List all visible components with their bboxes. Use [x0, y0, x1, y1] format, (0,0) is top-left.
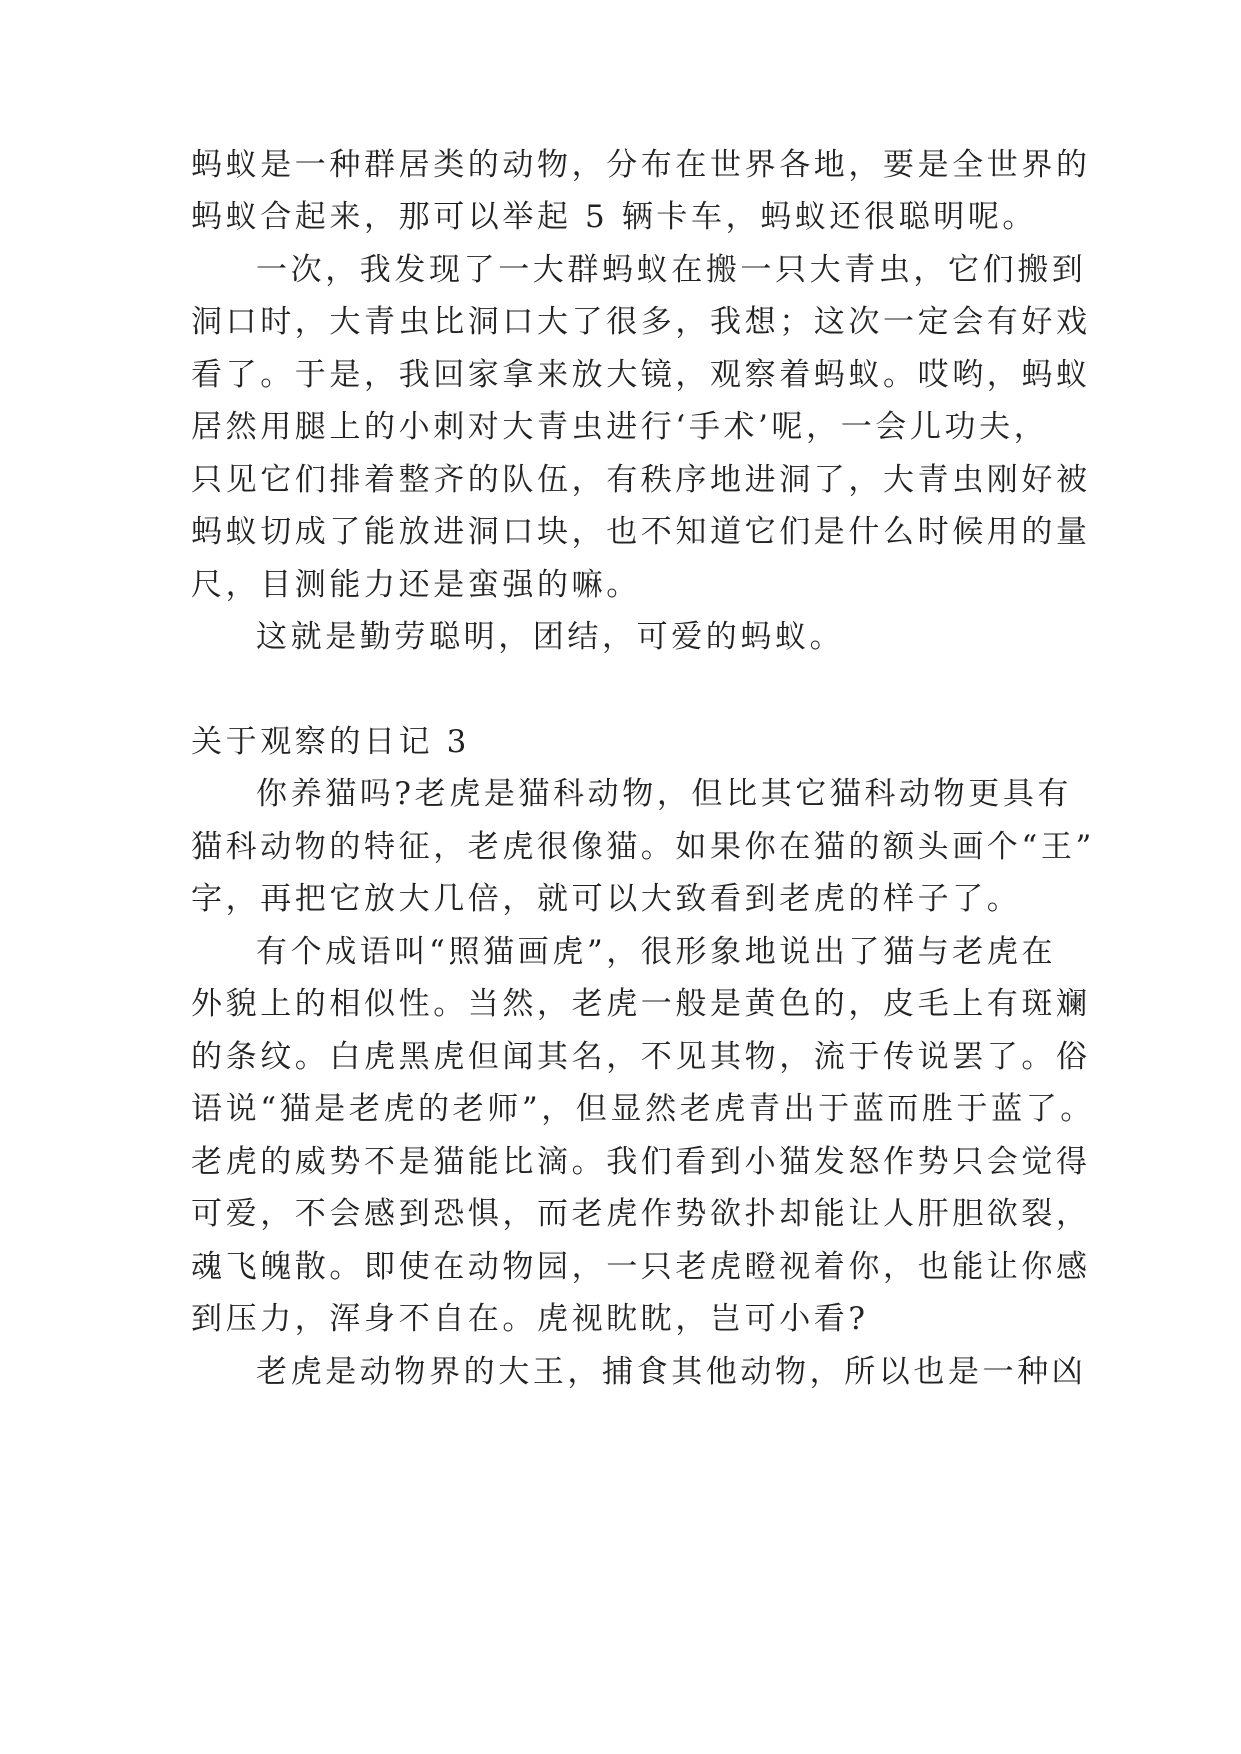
paragraph-line: 洞口时，大青虫比洞口大了很多，我想；这次一定会有好戏: [191, 304, 1091, 340]
paragraph-line: 蚂蚁是一种群居类的动物，分布在世界各地，要是全世界的: [191, 147, 1091, 183]
paragraph-line: 蚂蚁合起来，那可以举起 5 辆卡车，蚂蚁还很聪明呢。: [191, 199, 1038, 235]
paragraph-line: 尺，目测能力还是蛮强的嘛。: [191, 567, 641, 603]
paragraph-line: 的条纹。白虎黑虎但闻其名，不见其物，流于传说罢了。俗: [191, 1039, 1091, 1075]
paragraph-line: 老虎是动物界的大王，捕食其他动物，所以也是一种凶: [256, 1354, 1087, 1390]
paragraph-line: 看了。于是，我回家拿来放大镜，观察着蚂蚁。哎哟，蚂蚁: [191, 357, 1091, 393]
paragraph-line: 魂飞魄散。即使在动物园，一只老虎瞪视着你，也能让你感: [191, 1249, 1091, 1285]
paragraph-line: 老虎的威势不是猫能比滴。我们看到小猫发怒作势只会觉得: [191, 1144, 1091, 1180]
paragraph-line: 语说“猫是老虎的老师”，但显然老虎青出于蓝而胜于蓝了。: [191, 1091, 1095, 1127]
paragraph-line: 你养猫吗?老虎是猫科动物，但比其它猫科动物更具有: [256, 776, 1073, 812]
paragraph-line: 外貌上的相似性。当然，老虎一般是黄色的，皮毛上有斑斓: [191, 986, 1091, 1022]
paragraph-line: 有个成语叫“照猫画虎”，很形象地说出了猫与老虎在: [256, 934, 1057, 970]
paragraph-line: 一次，我发现了一大群蚂蚁在搬一只大青虫，它们搬到: [256, 252, 1087, 288]
paragraph-line: 可爱，不会感到恐惧，而老虎作势欲扑却能让人肝胆欲裂，: [191, 1196, 1091, 1232]
paragraph-line: 居然用腿上的小刺对大青虫进行‘手术’呢，一会儿功夫，: [191, 409, 1049, 445]
paragraph-line: 只见它们排着整齐的队伍，有秩序地进洞了，大青虫刚好被: [191, 462, 1091, 498]
paragraph-line: 这就是勤劳聪明，团结，可爱的蚂蚁。: [256, 619, 845, 655]
paragraph-line: 到压力，浑身不自在。虎视眈眈，岂可小看?: [191, 1301, 869, 1337]
paragraph-line: 猫科动物的特征，老虎很像猫。如果你在猫的额头画个“王”: [191, 829, 1095, 865]
paragraph-line: 蚂蚁切成了能放进洞口块，也不知道它们是什么时候用的量: [191, 514, 1091, 550]
section-heading: 关于观察的日记 3: [191, 724, 470, 760]
paragraph-line: 字，再把它放大几倍，就可以大致看到老虎的样子了。: [191, 881, 1022, 917]
